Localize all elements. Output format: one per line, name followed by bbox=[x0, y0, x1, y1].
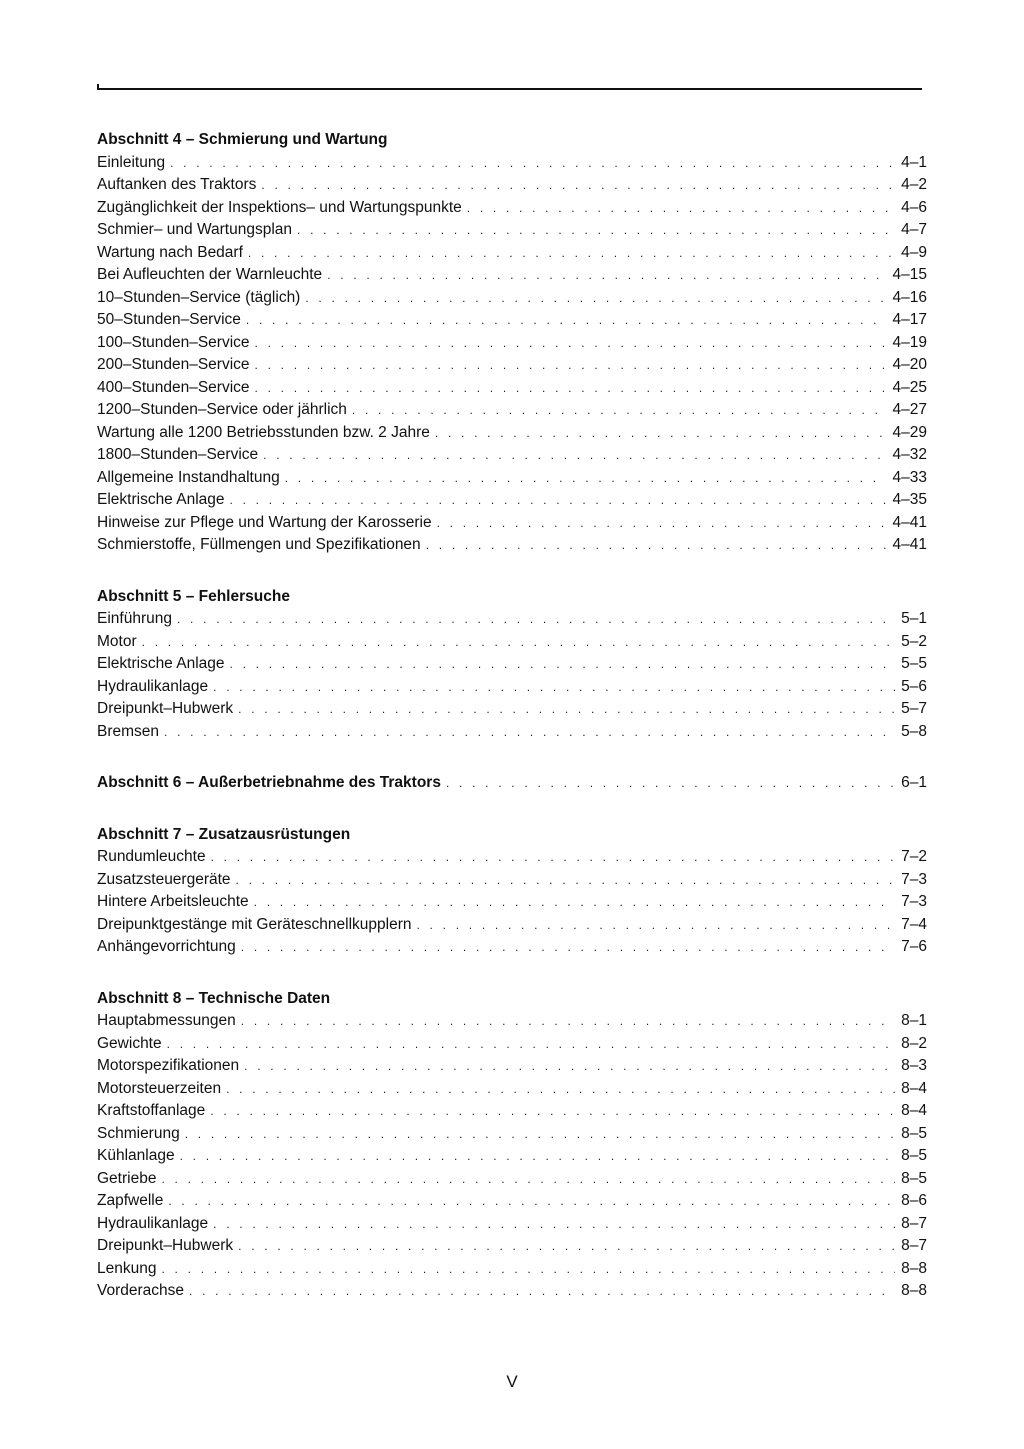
toc-entry-page: 8–5 bbox=[901, 1169, 927, 1187]
dot-leader bbox=[305, 287, 886, 310]
toc-entry-page: 4–41 bbox=[892, 536, 927, 553]
table-of-contents bbox=[97, 129, 927, 1332]
toc-entry-page: 8–7 bbox=[901, 1214, 927, 1232]
toc-entry-label: Kraftstoffanlage bbox=[97, 1102, 206, 1119]
toc-entry-label: Hydraulikanlage bbox=[97, 1214, 209, 1232]
dot-leader bbox=[248, 242, 895, 265]
toc-entry-label: Schmierung bbox=[97, 1124, 180, 1142]
toc-entry-label: 10–Stunden–Service (täglich) bbox=[97, 288, 301, 306]
toc-entry[interactable] bbox=[97, 608, 927, 631]
toc-entry-label: 400–Stunden–Service bbox=[97, 378, 250, 396]
toc-entry-page: 5–1 bbox=[901, 610, 927, 627]
toc-entry[interactable] bbox=[97, 1010, 927, 1033]
toc-entry[interactable] bbox=[97, 1235, 927, 1258]
toc-entry-label: Rundumleuchte bbox=[97, 848, 206, 865]
toc-entry-label: 1200–Stunden–Service oder jährlich bbox=[97, 401, 347, 418]
toc-entry-page: 4–41 bbox=[892, 513, 927, 531]
toc-section bbox=[97, 129, 927, 557]
toc-entry-page: 8–2 bbox=[901, 1034, 927, 1052]
toc-entry-page: 4–19 bbox=[892, 333, 927, 351]
dot-leader bbox=[416, 914, 895, 937]
dot-leader bbox=[226, 1078, 895, 1101]
toc-entry-label: Kühlanlage bbox=[97, 1147, 175, 1164]
toc-entry-page: 5–2 bbox=[901, 632, 927, 650]
toc-entry-label: Schmierstoffe, Füllmengen und Spezifikationen bbox=[97, 536, 421, 553]
dot-leader bbox=[230, 653, 896, 676]
dot-leader bbox=[254, 891, 895, 914]
dot-leader bbox=[142, 631, 896, 654]
toc-entry[interactable] bbox=[97, 309, 927, 332]
toc-entry[interactable] bbox=[97, 489, 927, 512]
dot-leader bbox=[236, 869, 896, 892]
toc-entry-label: Bremsen bbox=[97, 722, 160, 740]
toc-entry-label: Getriebe bbox=[97, 1169, 157, 1187]
toc-entry-page: 7–3 bbox=[901, 870, 927, 888]
toc-entry[interactable] bbox=[97, 676, 927, 699]
toc-entry[interactable] bbox=[97, 653, 927, 676]
toc-entry[interactable] bbox=[97, 444, 927, 467]
toc-entry[interactable] bbox=[97, 936, 927, 959]
toc-entry-page: 4–1 bbox=[901, 153, 927, 171]
dot-leader bbox=[238, 1235, 895, 1258]
dot-leader bbox=[167, 1033, 896, 1056]
toc-entry[interactable] bbox=[97, 631, 927, 654]
toc-entry-page: 8–4 bbox=[901, 1079, 927, 1097]
dot-leader bbox=[263, 444, 886, 467]
dot-leader bbox=[170, 152, 895, 175]
toc-section bbox=[97, 988, 927, 1303]
toc-entry[interactable] bbox=[97, 1055, 927, 1078]
toc-entry-label: Dreipunkt–Hubwerk bbox=[97, 700, 234, 717]
dot-leader bbox=[255, 354, 887, 377]
toc-entry[interactable] bbox=[97, 152, 927, 175]
dot-leader bbox=[230, 489, 887, 512]
toc-entry[interactable] bbox=[97, 869, 927, 892]
toc-entry-page: 4–32 bbox=[892, 446, 927, 463]
toc-entry-page: 8–7 bbox=[901, 1237, 927, 1254]
toc-entry-page: 7–6 bbox=[901, 938, 927, 955]
toc-entry-page: 8–1 bbox=[901, 1012, 927, 1029]
toc-entry-page: 4–27 bbox=[892, 401, 927, 418]
toc-entry[interactable] bbox=[97, 1258, 927, 1281]
toc-entry-label: Einführung bbox=[97, 610, 172, 627]
dot-leader bbox=[446, 772, 895, 795]
toc-entry-label: Motorsteuerzeiten bbox=[97, 1079, 222, 1097]
dot-leader bbox=[210, 1100, 895, 1123]
toc-entry[interactable] bbox=[97, 354, 927, 377]
toc-entry[interactable] bbox=[97, 1213, 927, 1236]
toc-entry[interactable] bbox=[97, 1123, 927, 1146]
toc-entry-page: 4–7 bbox=[901, 221, 927, 238]
toc-entry-page: 5–8 bbox=[901, 722, 927, 740]
dot-leader bbox=[297, 219, 895, 242]
dot-leader bbox=[467, 197, 895, 220]
toc-entry-label: Zugänglichkeit der Inspektions– und Wartungspunkte bbox=[97, 198, 462, 216]
toc-entry[interactable] bbox=[97, 891, 927, 914]
dot-leader bbox=[246, 309, 887, 332]
toc-entry[interactable] bbox=[97, 512, 927, 535]
toc-entry-label: 50–Stunden–Service bbox=[97, 311, 241, 328]
toc-section bbox=[97, 824, 927, 959]
toc-entry-page: 4–2 bbox=[901, 176, 927, 193]
dot-leader bbox=[285, 467, 887, 490]
toc-entry-label: Elektrische Anlage bbox=[97, 655, 225, 672]
toc-entry-page: 4–17 bbox=[892, 311, 927, 328]
toc-entry[interactable] bbox=[97, 1280, 927, 1303]
toc-entry-label: Wartung nach Bedarf bbox=[97, 243, 243, 261]
dot-leader bbox=[244, 1055, 895, 1078]
toc-entry-label: Hintere Arbeitsleuchte bbox=[97, 893, 249, 910]
toc-entry-label: Hydraulikanlage bbox=[97, 677, 209, 695]
toc-entry-label: Zusatzsteuergeräte bbox=[97, 870, 231, 888]
section-heading: Abschnitt 8 – Technische Daten bbox=[97, 989, 331, 1007]
toc-entry-label: Hauptabmessungen bbox=[97, 1012, 236, 1029]
toc-entry-page: 6–1 bbox=[901, 774, 927, 791]
toc-entry[interactable] bbox=[97, 332, 927, 355]
section-heading: Abschnitt 4 – Schmierung und Wartung bbox=[97, 131, 388, 148]
toc-entry-label: 100–Stunden–Service bbox=[97, 333, 250, 351]
dot-leader bbox=[213, 676, 895, 699]
toc-entry-label: Motorspezifikationen bbox=[97, 1057, 240, 1074]
toc-section bbox=[97, 772, 927, 795]
toc-entry-page: 8–8 bbox=[901, 1282, 927, 1299]
toc-entry-page: 8–5 bbox=[901, 1124, 927, 1142]
dot-leader bbox=[180, 1145, 896, 1168]
toc-entry[interactable] bbox=[97, 846, 927, 869]
toc-entry[interactable] bbox=[97, 219, 927, 242]
dot-leader bbox=[211, 846, 896, 869]
toc-entry-label: Wartung alle 1200 Betriebsstunden bzw. 2 Jahre bbox=[97, 423, 430, 441]
toc-entry-page: 5–6 bbox=[901, 677, 927, 695]
toc-entry-label: 200–Stunden–Service bbox=[97, 356, 250, 373]
toc-entry-label: Vorderachse bbox=[97, 1282, 185, 1299]
toc-entry[interactable] bbox=[97, 1168, 927, 1191]
toc-entry-label: Elektrische Anlage bbox=[97, 491, 225, 508]
dot-leader bbox=[255, 332, 887, 355]
toc-entry-label: Dreipunktgestänge mit Geräteschnellkupplern bbox=[97, 915, 412, 933]
toc-entry-page: 4–33 bbox=[892, 468, 927, 486]
dot-leader bbox=[435, 422, 887, 445]
toc-entry[interactable] bbox=[97, 197, 927, 220]
toc-entry[interactable] bbox=[97, 399, 927, 422]
section-heading: Abschnitt 5 – Fehlersuche bbox=[97, 587, 290, 605]
dot-leader bbox=[238, 698, 895, 721]
dot-leader bbox=[185, 1123, 895, 1146]
section-heading: Abschnitt 7 – Zusatzausrüstungen bbox=[97, 825, 351, 843]
toc-entry[interactable] bbox=[97, 1100, 927, 1123]
dot-leader bbox=[177, 608, 895, 631]
toc-entry-page: 5–5 bbox=[901, 655, 927, 672]
toc-entry-label: Anhängevorrichtung bbox=[97, 938, 236, 955]
toc-entry-page: 4–25 bbox=[892, 378, 927, 396]
toc-entry-label: Gewichte bbox=[97, 1034, 162, 1052]
toc-entry[interactable] bbox=[97, 467, 927, 490]
dot-leader bbox=[213, 1213, 895, 1236]
dot-leader bbox=[168, 1190, 895, 1213]
toc-entry-label: Zapfwelle bbox=[97, 1192, 164, 1209]
toc-entry-label: Bei Aufleuchten der Warnleuchte bbox=[97, 266, 323, 283]
dot-leader bbox=[164, 721, 895, 744]
toc-entry-page: 4–16 bbox=[892, 288, 927, 306]
toc-entry-page: 8–8 bbox=[901, 1259, 927, 1277]
dot-leader bbox=[241, 1010, 895, 1033]
dot-leader bbox=[426, 534, 887, 557]
toc-entry[interactable] bbox=[97, 242, 927, 265]
toc-entry[interactable] bbox=[97, 1078, 927, 1101]
toc-entry[interactable] bbox=[97, 264, 927, 287]
toc-entry[interactable] bbox=[97, 1145, 927, 1168]
toc-entry[interactable] bbox=[97, 1190, 927, 1213]
toc-entry-label: Hinweise zur Pflege und Wartung der Karosserie bbox=[97, 513, 432, 531]
toc-entry-page: 8–6 bbox=[901, 1192, 927, 1209]
toc-entry[interactable] bbox=[97, 721, 927, 744]
toc-entry-page: 4–6 bbox=[901, 198, 927, 216]
page-number: V bbox=[506, 1372, 518, 1391]
toc-entry[interactable] bbox=[97, 772, 927, 795]
toc-entry-label: Allgemeine Instandhaltung bbox=[97, 468, 280, 486]
toc-entry[interactable] bbox=[97, 1033, 927, 1056]
dot-leader bbox=[437, 512, 887, 535]
dot-leader bbox=[352, 399, 887, 422]
toc-entry[interactable] bbox=[97, 534, 927, 557]
header-rule bbox=[97, 88, 922, 90]
toc-entry-label: Einleitung bbox=[97, 153, 166, 171]
toc-entry-page: 8–3 bbox=[901, 1057, 927, 1074]
toc-entry-page: 4–15 bbox=[892, 266, 927, 283]
toc-entry[interactable] bbox=[97, 698, 927, 721]
dot-leader bbox=[189, 1280, 895, 1303]
toc-entry-label: Abschnitt 6 – Außerbetriebnahme des Traktors bbox=[97, 774, 441, 791]
toc-section bbox=[97, 586, 927, 744]
toc-entry-page: 8–5 bbox=[901, 1147, 927, 1164]
toc-entry[interactable] bbox=[97, 422, 927, 445]
toc-entry-page: 4–29 bbox=[892, 423, 927, 441]
toc-entry-page: 7–4 bbox=[901, 915, 927, 933]
dot-leader bbox=[161, 1168, 895, 1191]
toc-entry-label: Schmier– und Wartungsplan bbox=[97, 221, 292, 238]
toc-entry-page: 7–3 bbox=[901, 893, 927, 910]
dot-leader bbox=[327, 264, 886, 287]
toc-entry-label: Auftanken des Traktors bbox=[97, 176, 257, 193]
dot-leader bbox=[161, 1258, 895, 1281]
toc-entry-page: 8–4 bbox=[901, 1102, 927, 1119]
toc-entry-label: Lenkung bbox=[97, 1259, 157, 1277]
toc-entry-page: 5–7 bbox=[901, 700, 927, 717]
toc-entry-label: 1800–Stunden–Service bbox=[97, 446, 259, 463]
toc-entry-page: 4–35 bbox=[892, 491, 927, 508]
toc-entry[interactable] bbox=[97, 287, 927, 310]
dot-leader bbox=[241, 936, 895, 959]
toc-entry-page: 7–2 bbox=[901, 848, 927, 865]
toc-entry-label: Motor bbox=[97, 632, 137, 650]
dot-leader bbox=[255, 377, 887, 400]
toc-entry-page: 4–20 bbox=[892, 356, 927, 373]
toc-entry[interactable] bbox=[97, 174, 927, 197]
dot-leader bbox=[261, 174, 895, 197]
toc-entry[interactable] bbox=[97, 377, 927, 400]
toc-entry-page: 4–9 bbox=[901, 243, 927, 261]
toc-entry[interactable] bbox=[97, 914, 927, 937]
toc-entry-label: Dreipunkt–Hubwerk bbox=[97, 1237, 234, 1254]
